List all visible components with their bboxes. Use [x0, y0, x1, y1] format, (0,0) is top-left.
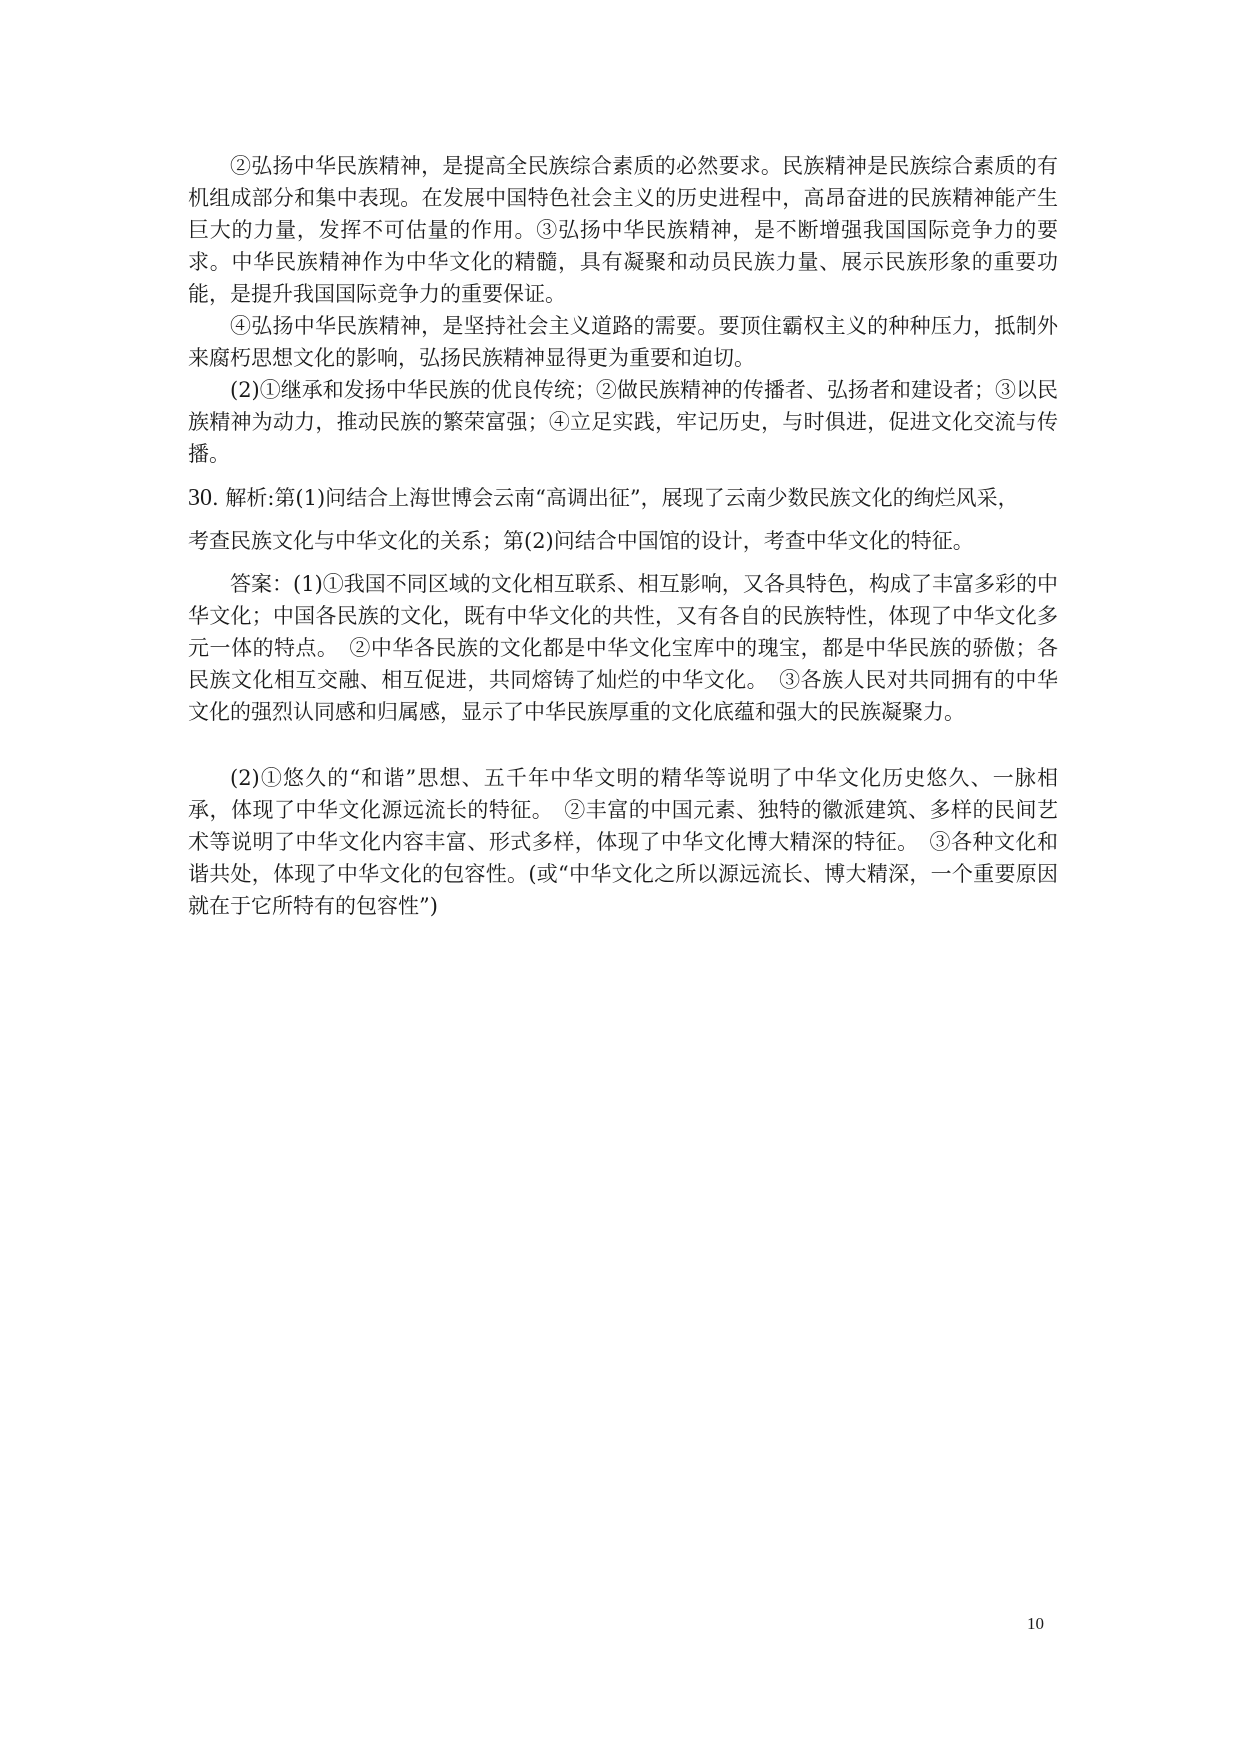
answer-part-1: 答案：(1)①我国不同区域的文化相互联系、相互影响，又各具特色，构成了丰富多彩的中华文化；中国各民族的文化，既有中华文化的共性，又有各自的民族特性，体现了中华文化多元一体的特点。 ②中华各民族的文化都是中华文化宝库中的瑰宝，都是中华民族的骄傲；各民族文化相互交融、相互促进，共同熔铸了灿烂的中华文化。 ③各族人民对共同拥有的中华文化的强烈认同感和归属感，显示了中华民族厚重的文化底蕴和强大的民族凝聚力。 [188, 572, 1058, 724]
paragraph-socialist-road: ④弘扬中华民族精神，是坚持社会主义道路的需要。要顶住霸权主义的种种压力，抵制外来腐朽思想文化的影响，弘扬民族精神显得更为重要和迫切。 [188, 314, 1058, 370]
page-number: 10 [1027, 1614, 1044, 1633]
question-30-analysis [188, 482, 1058, 514]
paragraph-spirit-quality: ②弘扬中华民族精神，是提高全民族综合素质的必然要求。民族精神是民族综合素质的有机组成部分和集中表现。在发展中国特色社会主义的历史进程中，高昂奋进的民族精神能产生巨大的力量，发挥不可估量的作用。③弘扬中华民族精神，是不断增强我国国际竞争力的要求。中华民族精神作为中华文化的精髓，具有凝聚和动员民族力量、展示民族形象的重要功能，是提升我国国际竞争力的重要保证。 [188, 154, 1058, 306]
analysis-line-1: 第(1)问结合上海世博会云南“高调出征”，展现了云南少数民族文化的绚烂风采， [274, 486, 1019, 510]
question-number: 30 [188, 485, 212, 511]
paragraph-answer-2: (2)①继承和发扬中华民族的优良传统；②做民族精神的传播者、弘扬者和建设者；③以民族精神为动力，推动民族的繁荣富强；④立足实践，牢记历史，与时俱进，促进文化交流与传播。 [188, 378, 1058, 466]
analysis-label: . 解析: [212, 486, 275, 510]
analysis-line-2: 考查民族文化与中华文化的关系；第(2)问结合中国馆的设计，考查中华文化的特征。 [188, 529, 974, 553]
answer-part-2: (2)①悠久的“和谐”思想、五千年中华文明的精华等说明了中华文化历史悠久、一脉相承，体现了中华文化源远流长的特征。 ②丰富的中国元素、独特的徽派建筑、多样的民间艺术等说明了中华文化内容丰富、形式多样，体现了中华文化博大精深的特征。 ③各种文化和谐共处，体现了中华文化的包容性。(或“中华文化之所以源远流长、博大精深，一个重要原因就在于它所特有的包容性”) [188, 766, 1058, 918]
